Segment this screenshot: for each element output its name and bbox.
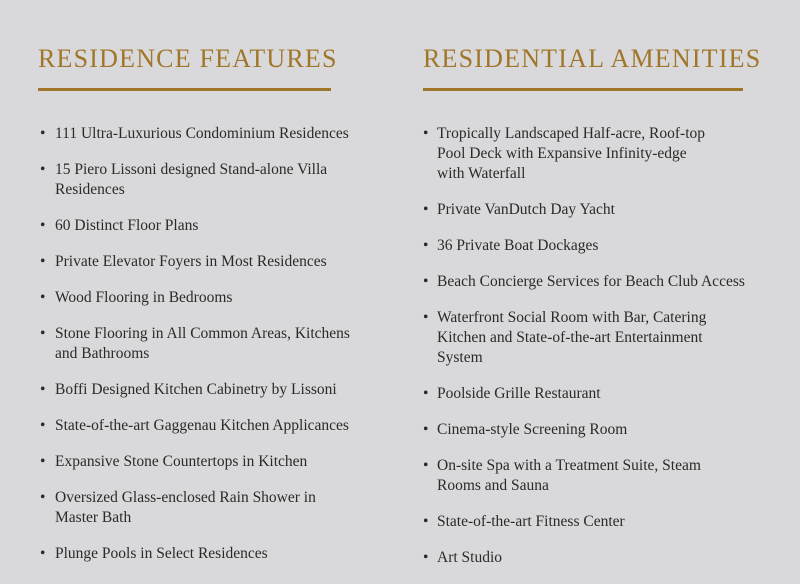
list-item — [423, 456, 783, 496]
list-item-text: System — [437, 349, 483, 366]
bullet-icon: • — [40, 289, 46, 306]
bullet-icon: • — [423, 125, 429, 142]
bullet-icon: • — [423, 457, 429, 474]
list-item-text: Beach Concierge Services for Beach Club Access — [437, 273, 745, 290]
list-item — [38, 380, 398, 400]
list-item — [423, 512, 783, 532]
residential-amenities-divider — [423, 88, 743, 91]
list-item — [423, 384, 783, 404]
bullet-icon: • — [423, 237, 429, 254]
bullet-icon: • — [40, 325, 46, 342]
list-item-text: Cinema-style Screening Room — [437, 421, 628, 438]
list-item-text: 111 Ultra-Luxurious Condominium Residences — [55, 125, 349, 142]
bullet-icon: • — [423, 421, 429, 438]
bullet-icon: • — [40, 453, 46, 470]
residence-features-list — [38, 124, 398, 580]
list-item-text: Tropically Landscaped Half-acre, Roof-top — [437, 125, 706, 142]
list-item-text: Oversized Glass-enclosed Rain Shower in — [55, 489, 316, 506]
bullet-icon: • — [40, 545, 46, 562]
list-item — [38, 488, 398, 528]
list-item-text: Private Elevator Foyers in Most Residences — [55, 253, 327, 270]
bullet-icon: • — [423, 549, 429, 566]
list-item — [423, 420, 783, 440]
list-item-text: Private VanDutch Day Yacht — [437, 201, 615, 218]
list-item-text: Master Bath — [55, 509, 132, 526]
residence-features-divider — [38, 88, 331, 91]
list-item — [423, 308, 783, 368]
list-item — [38, 544, 398, 564]
list-item-text: Pool Deck with Expansive Infinity-edge — [437, 145, 687, 162]
bullet-icon: • — [423, 385, 429, 402]
bullet-icon: • — [423, 309, 429, 326]
list-item-text: 15 Piero Lissoni designed Stand-alone Villa — [55, 161, 328, 178]
list-item — [38, 324, 398, 364]
bullet-icon: • — [423, 273, 429, 290]
list-item-text: Poolside Grille Restaurant — [437, 385, 601, 402]
list-item-text: 60 Distinct Floor Plans — [55, 217, 199, 234]
bullet-icon: • — [40, 125, 46, 142]
list-item-text: 36 Private Boat Dockages — [437, 237, 599, 254]
list-item — [423, 272, 783, 292]
bullet-icon: • — [40, 217, 46, 234]
list-item — [423, 236, 783, 256]
list-item-text: Stone Flooring in All Common Areas, Kitchens — [55, 325, 350, 342]
list-item — [38, 288, 398, 308]
residential-amenities-list — [423, 124, 783, 584]
list-item-text: On-site Spa with a Treatment Suite, Steam — [437, 457, 701, 474]
bullet-icon: • — [40, 489, 46, 506]
list-item — [38, 252, 398, 272]
list-item-text: Expansive Stone Countertops in Kitchen — [55, 453, 308, 470]
bullet-icon: • — [423, 201, 429, 218]
list-item-text: Wood Flooring in Bedrooms — [55, 289, 233, 306]
list-item — [38, 216, 398, 236]
residence-features-heading: RESIDENCE FEATURES — [38, 44, 338, 73]
list-item-text: with Waterfall — [437, 165, 526, 182]
bullet-icon: • — [40, 417, 46, 434]
list-item-text: State-of-the-art Fitness Center — [437, 513, 625, 530]
list-item-text: Kitchen and State-of-the-art Entertainment — [437, 329, 703, 346]
list-item-text: Art Studio — [437, 549, 503, 566]
list-item — [38, 452, 398, 472]
list-item-text: Plunge Pools in Select Residences — [55, 545, 268, 562]
list-item-text: Waterfront Social Room with Bar, Catering — [437, 309, 707, 326]
list-item-text: Rooms and Sauna — [437, 477, 549, 494]
list-item-text: Boffi Designed Kitchen Cabinetry by Lissoni — [55, 381, 337, 398]
list-item — [423, 124, 783, 184]
list-item-text: State-of-the-art Gaggenau Kitchen Applicances — [55, 417, 349, 434]
list-item-text: and Bathrooms — [55, 345, 150, 362]
list-item — [38, 124, 398, 144]
bullet-icon: • — [40, 161, 46, 178]
residential-amenities-heading: RESIDENTIAL AMENITIES — [423, 44, 762, 73]
list-item — [423, 200, 783, 220]
list-item — [38, 160, 398, 200]
bullet-icon: • — [40, 381, 46, 398]
bullet-icon: • — [423, 513, 429, 530]
list-item — [423, 548, 783, 568]
list-item-text: Residences — [55, 181, 125, 198]
list-item — [38, 416, 398, 436]
bullet-icon: • — [40, 253, 46, 270]
